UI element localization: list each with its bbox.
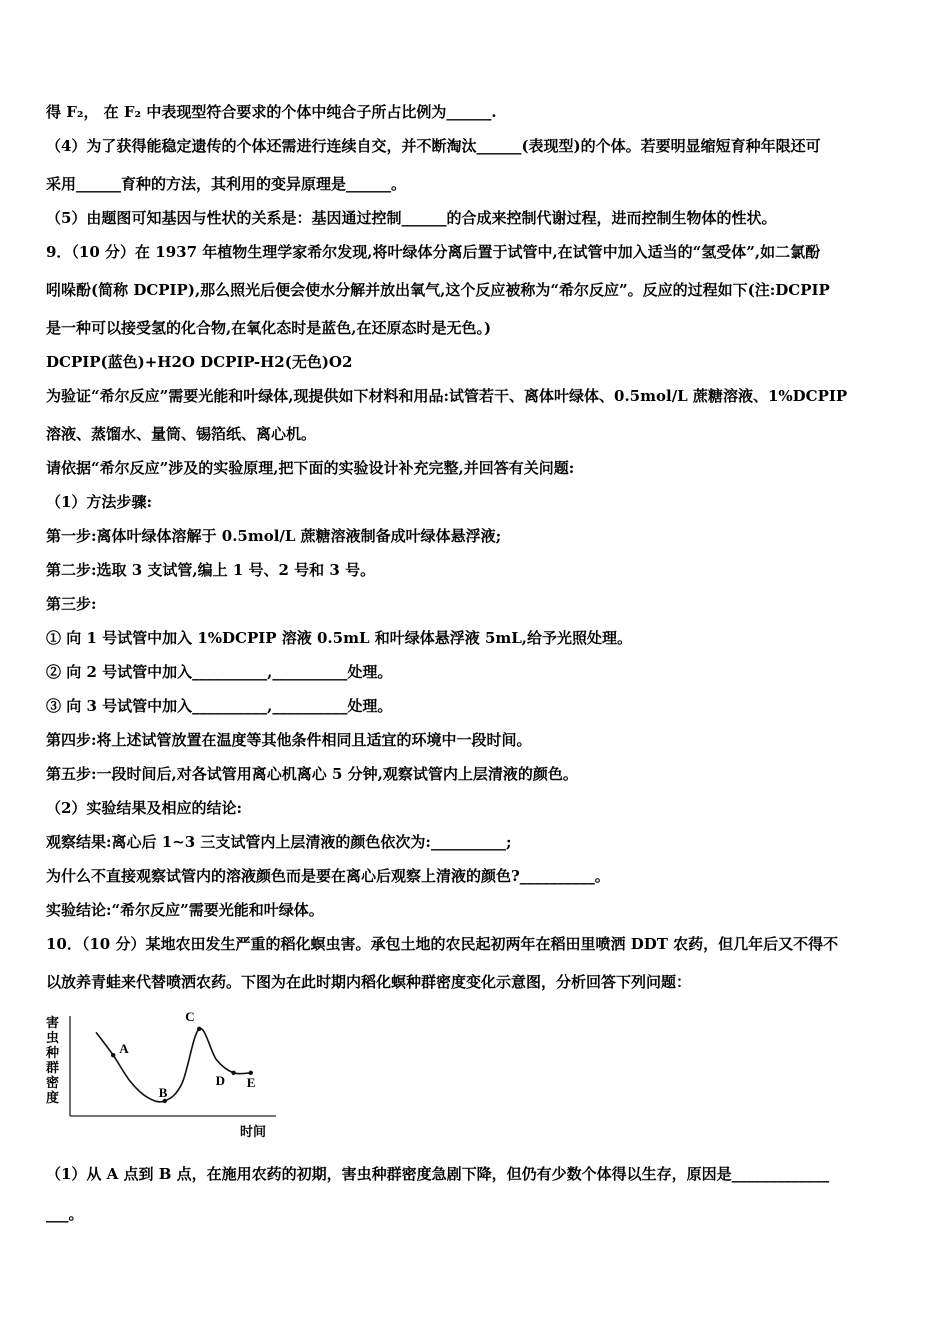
x-axis-label: 时间	[240, 1124, 267, 1139]
text-line: 为验证“希尔反应”需要光能和叶绿体,现提供如下材料和用品:试管若干、离体叶绿体、0.5mol/L 蔗糖溶液、1%DCPIP	[46, 387, 848, 405]
text-line: ___。	[46, 1205, 84, 1223]
y-axis-label-char: 度	[46, 1090, 60, 1105]
text-line: （4）为了获得能稳定遗传的个体还需进行连续自交，并不断淘汰______(表现型)的个体。若要明显缩短育种年限还可	[46, 137, 821, 155]
text-line: 是一种可以接受氢的化合物,在氧化态时是蓝色,在还原态时是无色。)	[46, 319, 492, 337]
text-line: （1）从 A 点到 B 点，在施用农药的初期，害虫种群密度急剧下降，但仍有少数个体得以生存，原因是_____________	[46, 1165, 830, 1183]
text-line: 第四步:将上述试管放置在温度等其他条件相同且适宜的环境中一段时间。	[46, 731, 532, 749]
y-axis-label-char: 种	[46, 1045, 60, 1060]
text-line: ③ 向 3 号试管中加入__________,__________处理。	[46, 697, 393, 715]
text-line: 第三步:	[46, 595, 97, 613]
y-axis-label-char: 密	[46, 1075, 60, 1090]
y-axis-label-char: 群	[46, 1060, 60, 1075]
text-line: 吲哚酚(简称 DCPIP),那么照光后便会使水分解并放出氧气,这个反应被称为“希尔反应”。反应的过程如下(注:DCPIP	[46, 281, 830, 299]
population-density-chart	[44, 1012, 284, 1144]
text-line: 请依据“希尔反应”涉及的实验原理,把下面的实验设计补充完整,并回答有关问题:	[46, 459, 575, 477]
text-line: （2）实验结果及相应的结论:	[46, 799, 242, 817]
text-line: ① 向 1 号试管中加入 1%DCPIP 溶液 0.5mL 和叶绿体悬浮液 5mL,给予光照处理。	[46, 629, 633, 647]
point-b-label: B	[158, 1084, 168, 1100]
question-10-heading: 10．（10 分）某地农田发生严重的稻化螟虫害。承包土地的农民起初两年在稻田里喷洒 DDT 农药，但几年后又不得不	[46, 935, 839, 953]
text-line: 溶液、蒸馏水、量筒、锡箔纸、离心机。	[46, 425, 317, 443]
question-9-heading: 9．（10 分）在 1937 年植物生理学家希尔发现,将叶绿体分离后置于试管中,在试管中加入适当的“氢受体”,如二氯酚	[46, 243, 821, 261]
point-a-label: A	[119, 1041, 129, 1057]
text-line: 以放养青蛙来代替喷洒农药。下图为在此时期内稻化螟种群密度变化示意图，分析回答下列问题：	[46, 973, 692, 991]
text-line: （1）方法步骤:	[46, 493, 152, 511]
text-line: 为什么不直接观察试管内的溶液颜色而是要在离心后观察上清液的颜色?__________。	[46, 867, 610, 885]
text-line: 观察结果:离心后 1~3 三支试管内上层清液的颜色依次为:__________;	[46, 833, 512, 851]
text-line: （5）由题图可知基因与性状的关系是：基因通过控制______的合成来控制代谢过程，进而控制生物体的性状。	[46, 209, 777, 227]
point-d-marker	[231, 1071, 235, 1075]
point-e-label: E	[246, 1074, 256, 1090]
text-line: 采用______育种的方法，其利用的变异原理是______。	[46, 175, 407, 193]
text-line: 第二步:选取 3 支试管,编上 1 号、2 号和 3 号。	[46, 561, 376, 579]
text-line: 得 F₂， 在 F₂ 中表现型符合要求的个体中纯合子所占比例为______.	[46, 103, 497, 121]
text-line: 第一步:离体叶绿体溶解于 0.5mol/L 蔗糖溶液制备成叶绿体悬浮液;	[46, 527, 502, 545]
text-line: ② 向 2 号试管中加入__________,__________处理。	[46, 663, 393, 681]
point-d-label: D	[215, 1072, 225, 1088]
reaction-equation: DCPIP(蓝色)+H2O DCPIP-H2(无色)O2	[46, 353, 353, 371]
text-line: 第五步:一段时间后,对各试管用离心机离心 5 分钟,观察试管内上层清液的颜色。	[46, 765, 578, 783]
y-axis-label-char: 虫	[46, 1030, 60, 1045]
density-curve	[96, 1028, 251, 1101]
y-axis-label	[45, 1015, 60, 1105]
y-axis-label-char: 害	[46, 1015, 60, 1030]
point-c-marker	[197, 1027, 201, 1031]
text-line: 实验结论:“希尔反应”需要光能和叶绿体。	[46, 901, 324, 919]
point-c-label: C	[185, 1012, 195, 1024]
point-a-marker	[111, 1053, 115, 1057]
